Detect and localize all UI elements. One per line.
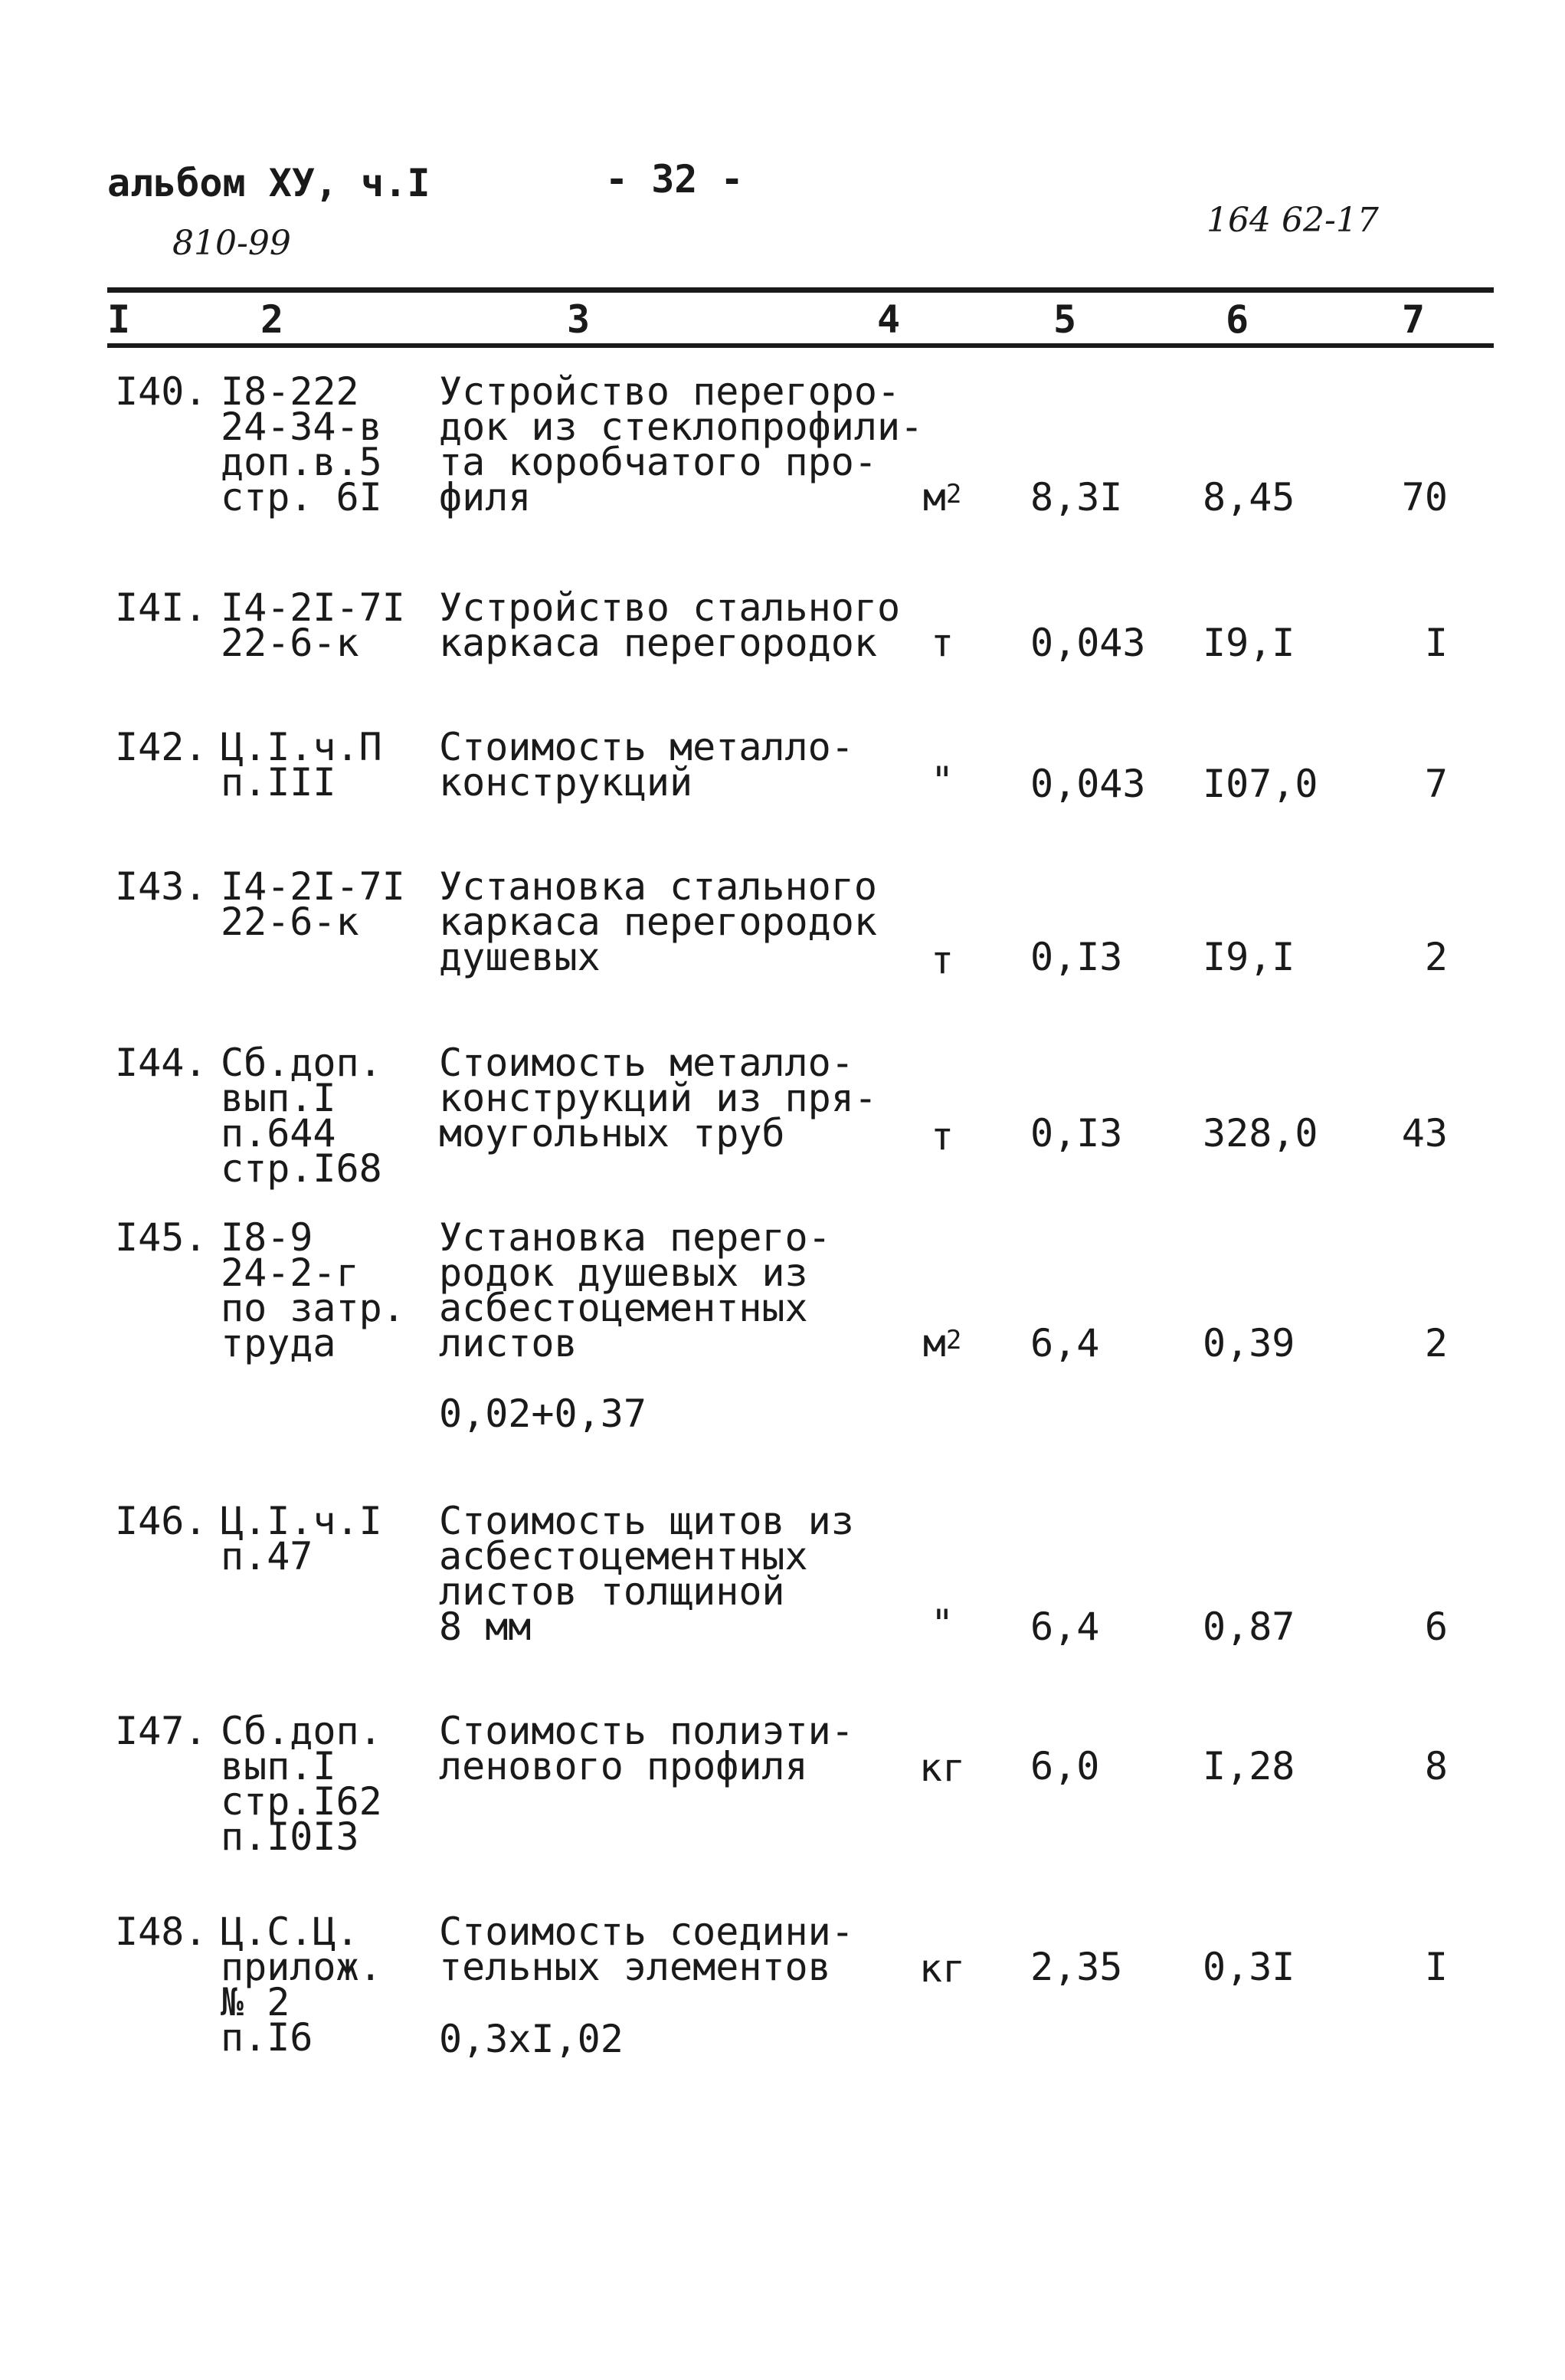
row-total: I (1424, 621, 1448, 665)
row-unit: т (930, 938, 954, 982)
column-number-2: 2 (260, 297, 284, 342)
row-reference: Ц.I.ч.I п.47 (221, 1499, 382, 1578)
column-number-5: 5 (1053, 297, 1077, 342)
row-number: I48. (115, 1910, 208, 1954)
row-unit-price: I9,I (1203, 621, 1295, 665)
row-number: I42. (115, 725, 208, 769)
row-description: Стоимость металло- конструкций (439, 725, 854, 805)
row-total: 7 (1424, 762, 1448, 806)
row-reference: Сб.доп. вып.I п.644 стр.I68 (221, 1041, 382, 1191)
handwritten-note-left: 810-99 (172, 224, 291, 263)
row-unit-price: I9,I (1203, 935, 1295, 979)
row-total: 43 (1401, 1111, 1448, 1156)
column-number-3: 3 (567, 297, 591, 342)
row-number: I45. (115, 1215, 208, 1260)
column-number-1: I (107, 297, 131, 342)
handwritten-note-right: 164 62-17 (1206, 201, 1379, 240)
row-total: 6 (1424, 1605, 1448, 1649)
row-unit-price: 0,3I (1203, 1945, 1295, 1989)
row-unit-price: 0,39 (1203, 1321, 1295, 1365)
row-unit-price: I07,0 (1203, 762, 1318, 806)
row-quantity: 0,043 (1030, 621, 1146, 665)
row-quantity: 6,4 (1030, 1321, 1100, 1365)
row-calculation-note: 0,02+0,37 (439, 1392, 647, 1436)
row-number: I4I. (115, 585, 208, 630)
row-description: Установка стального каркаса перегородок душевых (439, 864, 877, 979)
row-unit: $м^2$ (922, 1321, 962, 1365)
row-reference: I8-9 24-2-г по затр. труда (221, 1215, 405, 1365)
row-unit-price: 328,0 (1203, 1111, 1318, 1156)
row-quantity: 8,3I (1030, 475, 1123, 520)
row-unit: $м^2$ (922, 475, 962, 520)
row-description: Устройство стального каркаса перегородок (439, 585, 901, 665)
row-description: Стоимость соедини- тельных элементов (439, 1910, 854, 1989)
row-quantity: 0,043 (1030, 762, 1146, 806)
row-unit-price: 0,87 (1203, 1605, 1295, 1649)
row-unit: " (930, 759, 954, 803)
row-description: Устройство перегоро- док из стеклопрофили- та коробчатого про- филя (439, 369, 924, 520)
row-unit: " (930, 1601, 954, 1646)
row-total: 2 (1424, 935, 1448, 979)
row-description: Стоимость полиэти- ленового профиля (439, 1709, 854, 1788)
row-unit: кг (918, 1946, 966, 1991)
row-quantity: 0,I3 (1030, 935, 1123, 979)
row-quantity: 2,35 (1030, 1945, 1123, 1989)
row-reference: I8-222 24-34-в доп.в.5 стр. 6I (221, 369, 382, 520)
row-reference: Сб.доп. вып.I стр.I62 п.I0I3 (221, 1709, 382, 1859)
column-number-7: 7 (1402, 297, 1426, 342)
row-number: I46. (115, 1499, 208, 1543)
row-unit: т (930, 1114, 954, 1159)
row-total: 8 (1424, 1744, 1448, 1788)
column-number-4: 4 (877, 297, 901, 342)
page-number: - 32 - (605, 157, 744, 202)
row-reference: Ц.С.Ц. прилож. № 2 п.I6 (221, 1910, 382, 2060)
row-number: I47. (115, 1709, 208, 1753)
row-quantity: 6,4 (1030, 1605, 1100, 1649)
row-reference: I4-2I-7I 22-6-к (221, 585, 405, 665)
column-number-6: 6 (1226, 297, 1249, 342)
row-number: I40. (115, 369, 208, 414)
album-label: альбом ХУ, ч.I (107, 161, 431, 205)
row-unit-price: 8,45 (1203, 475, 1295, 520)
row-unit-price: I,28 (1203, 1744, 1295, 1788)
row-quantity: 6,0 (1030, 1744, 1100, 1788)
row-description: Стоимость металло- конструкций из пря- моугольных труб (439, 1041, 877, 1156)
row-total: 2 (1424, 1321, 1448, 1365)
row-quantity: 0,I3 (1030, 1111, 1123, 1156)
row-total: 70 (1401, 475, 1448, 520)
row-description: Стоимость щитов из асбестоцементных листов толщиной 8 мм (439, 1499, 854, 1649)
table-top-rule (107, 287, 1494, 293)
row-description: Установка перего- родок душевых из асбестоцементных листов (439, 1215, 831, 1365)
row-reference: I4-2I-7I 22-6-к (221, 864, 405, 944)
row-number: I43. (115, 864, 208, 909)
table-header-rule (107, 343, 1494, 348)
row-reference: Ц.I.ч.П п.III (221, 725, 382, 805)
row-calculation-note: 0,3хI,02 (439, 2017, 624, 2061)
row-number: I44. (115, 1041, 208, 1085)
row-unit: т (930, 621, 954, 665)
row-total: I (1424, 1945, 1448, 1989)
row-unit: кг (918, 1746, 966, 1790)
